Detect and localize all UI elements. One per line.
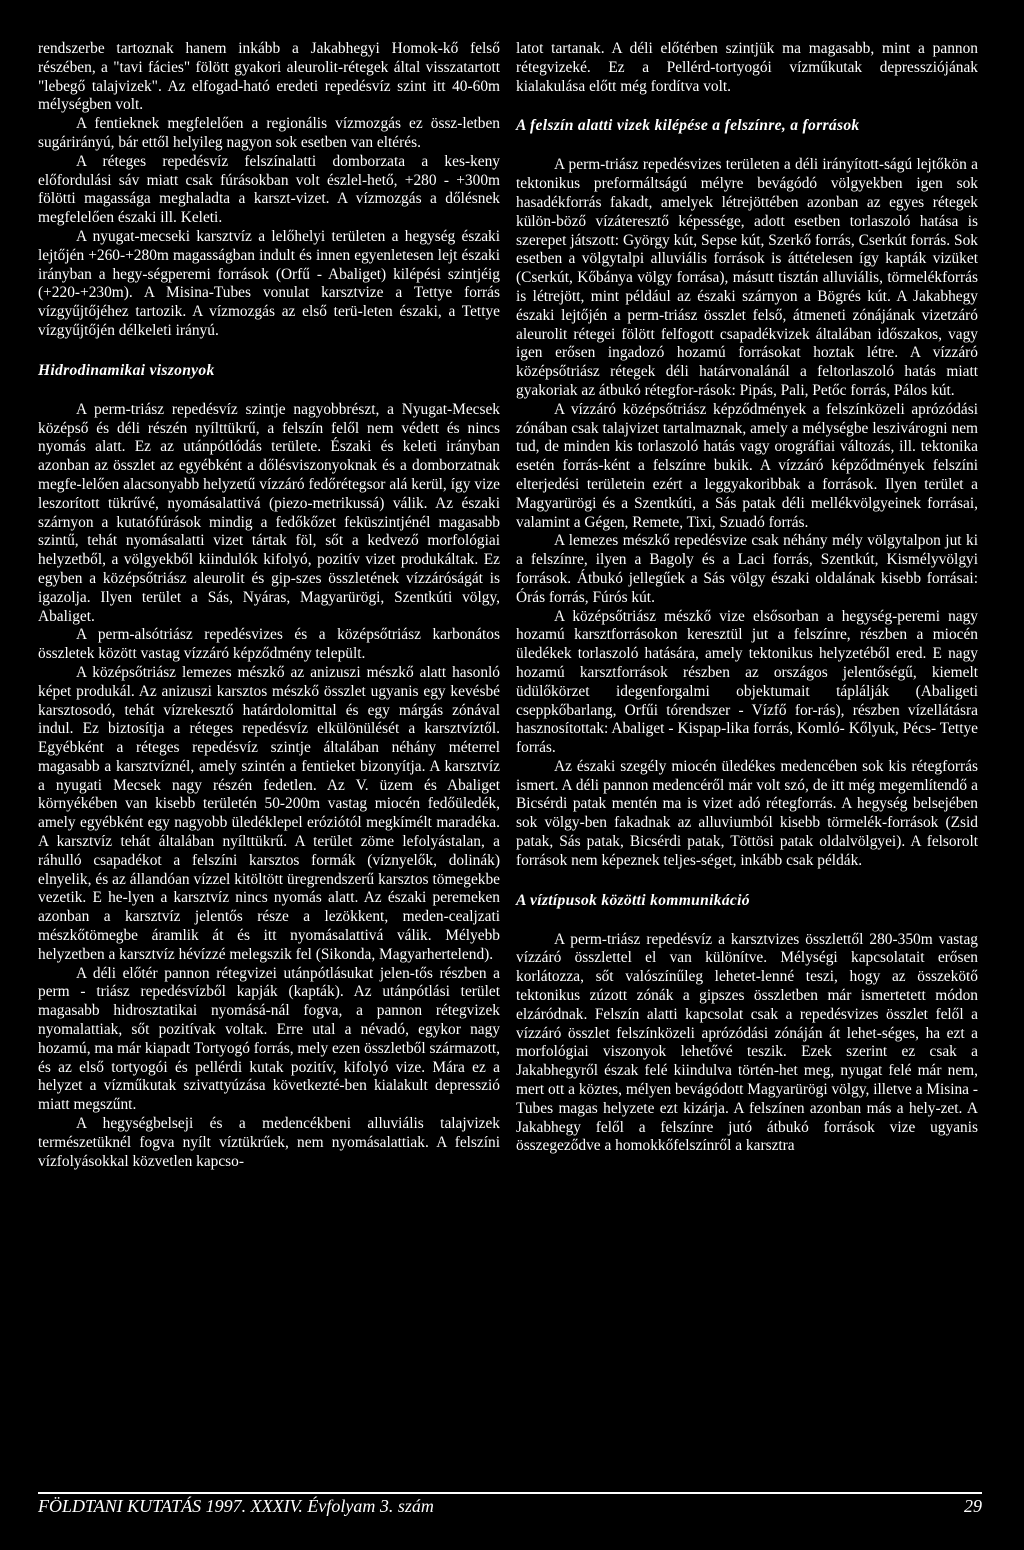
left-column bbox=[38, 40, 500, 1171]
paragraph: latot tartanak. A déli előtérben szintjük ma magasabb, mint a pannon rétegvizeké. Ez a Pellérd-tortyogói vízműkutak depressziójának kialakulása előtt még fordítva volt. bbox=[516, 40, 978, 95]
page-number: 29 bbox=[964, 1496, 982, 1516]
paragraph: A perm-triász repedésvíz a karsztvizes összlettől 280-350m vastag vízzáró összlettel el van különítve. Mélységi kapcsolatait erősen korlátozza, sőt valószínűleg lehetet-lenné teszi, hogy az összekötő tektonikus zúzott zónák a gipszes összletben már ismertetett módon elzáródnak. Felszín alatti kapcsolat csak a repedésvizes összlet felől a vízzáró összlet felszínközeli aprózódási zónáján át lehet-séges, ha ezt a morfológiai viszonyok lehetővé teszik. Ezek szerint ez csak a Jakabhegyről észak felé kiindulva történ-het meg, nyugat felé már nem, mert ott a köztes, mélyen bevágódott Magyarürögi völgy, illetve a Misina - Tubes magas helyzete ezt kizárja. A felszínen azonban más a hely-zet. A Jakabhegy felől a felszínre jutó átbukó források vize ugyanis összegeződve a homokkőfelszínről a karsztra bbox=[516, 930, 978, 1155]
paragraph: A perm-triász repedésvizes területen a déli irányított-ságú lejtőkön a tektonikus preformáltságú mélyre bevágódó völgyekben igen sok hasadékforrás fakadt, amelyek létrejöttében azonban az egyes rétegek külön-böző vízáteresztő képessége, adott esetben torlaszoló hatása is szerepet játszott: György kút, Sepse kút, Szerkő forrás, Cserkút forrás. Sok esetben a völgytalpi alluviális források is áttételesen így kapták vizüket (Cserkút, Kőbánya völgy forrása), másutt tisztán alluviális, törmelékforrás is létrejött, mint például az északi szárnyon a Bögrés kút. A Jakabhegy északi lejtőjén a perm-triász összlet felső, átmeneti zónájának vizetzáró aleurolit rétegei fölött felfogott csapadékvizek általában időszakos, vagy igen erősen ingadozó hozamú forrásokat hoztak létre. A vízzáró középsőtriász rétegek déli határvonalánál a feltorlaszoló hatás miatt gyakoriak az átbukó rétegfor-rások: Pipás, Pali, Petőc forrás, Pálos kút. bbox=[516, 156, 978, 399]
footer-rule bbox=[38, 1492, 982, 1494]
paragraph: A középsőtriász mészkő vize elsősorban a hegység-peremi nagy hozamú karsztforrásokon keresztül jut a felszínre, részben a miocén üledékek torlaszoló hatására, amely tektonikus helyzetéből ered. E nagy hozamú karsztforrások részben az országos jelentőségű, kiemelt üdülőkörzet idegenforgalmi objektumait táplálják (Abaligeti cseppkőbarlang, Orfűi tórendszer - Vízfő for-rás), részben vízellátásra hasznosítottak: Abaliget - Kispap-lika forrás, Komló- Kőlyuk, Pécs- Tettye forrás. bbox=[516, 607, 978, 757]
paragraph: A hegységbelseji és a medencékbeni alluviális talajvizek természetüknél fogva nyílt víztükrűek, nem nyomásalattiak. A felszíni vízfolyásokkal közvetlen kapcso- bbox=[38, 1115, 500, 1170]
paragraph: A réteges repedésvíz felszínalatti domborzata a kes-keny előfordulási sáv miatt csak fúrásokban volt észlel-hető, +280 - +300m fölötti magassága meghaladta a karszt-vizet. A vízmozgás a dőlésnek megfelelően északi ill. Keleti. bbox=[38, 152, 500, 227]
paragraph: A lemezes mészkő repedésvize csak néhány mély völgytalpon jut ki a felszínre, ilyen a Bagoly és a Laci forrás, Szentkút, Kismélyvölgyi források. Átbukó jellegűek a Sás völgy északi oldalának kisebb forrásai: Órás forrás, Fúrós kút. bbox=[516, 532, 978, 606]
paragraph: A fentieknek megfelelően a regionális vízmozgás ez össz-letben sugárirányú, bár ettől helyileg nagyon sok esetben van eltérés. bbox=[38, 115, 500, 151]
section-heading-hidrodinamikai: Hidrodinamikai viszonyok bbox=[38, 361, 215, 379]
journal-title: FÖLDTANI KUTATÁS 1997. XXXIV. Évfolyam 3. szám bbox=[38, 1496, 434, 1516]
paragraph: rendszerbe tartoznak hanem inkább a Jakabhegyi Homok-kő felső részében, a "tavi fácies" fölött gyakori aleurolit-rétegek által visszatartott "lebegő talajvizek". Az elfogad-ható eredeti repedésvíz szint itt 40-60m mélységben volt. bbox=[38, 40, 500, 114]
paragraph: A perm-alsótriász repedésvizes és a középsőtriász karbonátos összletek között vastag vízzáró képződmény települt. bbox=[38, 626, 500, 663]
paragraph: A perm-triász repedésvíz szintje nagyobbrészt, a Nyugat-Mecsek középső és déli részén nyílttükrű, a felszín felől nem védett és nincs nyomás alatt. Ez az utánpótlódás területe. Északi és keleti irányban azonban az összlet az egyébként a dőlésviszonyoknak és a domborzatnak megfe-lelően alacsonyabb helyzetű vízzáró fedőrétegsor alá kerül, így vize leszorított tükrűvé, nyomásalattivá (piezo-metrikussá) válik. Az északi szárnyon a kutatófúrások mindig a fedőkőzet feküszintjénél magasabb szintű, tehát nyomásalatti vizet tártak föl, sőt a kedvező morfológiai helyzetből, a völgyekből kiindulók kifolyó, pozitív vizet produkáltak. Ez egyben a középsőtriász aleurolit és gip-szes összletének vízzáróságát is igazolja. Ilyen terület a Sás, Nyáras, Magyarürögi, Szentkúti völgy, Abaliget. bbox=[38, 400, 500, 625]
section-heading-kommunikacio: A víztípusok közötti kommunikáció bbox=[516, 891, 750, 909]
right-column bbox=[516, 40, 978, 1156]
paragraph: A nyugat-mecseki karsztvíz a lelőhelyi területen a hegység északi lejtőjén +260-+280m magasságban indult és innen egyenletesen lejt északi irányban a hegy-ségperemi források (Orfű - Abaliget) kilépési szintjéig (+220-+230m). A Misina-Tubes vonulat karsztvize a Tettye forrás vízgyűjtőjéhez tartozik. A vízmozgás az első terü-leten északi, a Tettye vízgyűjtőjén délkeleti irányú. bbox=[38, 227, 500, 339]
paragraph: A déli előtér pannon rétegvizei utánpótlásukat jelen-tős részben a perm - triász repedésvízből kapják (kapták). Az utánpótlási terület magasabb hidrosztatikai nyomásá-nál fogva, a pannon rétegvizek nyomalattiak, sőt pozitívak voltak. Erre utal a névadó, egykor nagy hozamú, ma már kiapadt Tortyogó forrás, mely ezen összletből származott, és az első tortyogói és pellérdi kutak pozitív, kifolyó vize. Mára ez a helyzet a vízműkutak szivattyúzása következté-ben kialakult depresszió miatt megszűnt. bbox=[38, 964, 500, 1114]
paragraph: A középsőtriász lemezes mészkő az anizuszi mészkő alatt hasonló képet produkál. Az anizuszi karsztos mészkő összlet ugyanis egy kevésbé karsztosodó, tehát vízrekesztő határdolomittal és egy márgás zónával indul. Ez biztosítja a réteges repedésvíz elkülönülését a karsztvíztől. Egyébként a réteges repedésvíz szintje általában néhány méterrel magasabb a karsztvíznél, amely szintén a fentieket bizonyítja. A karsztvíz a nyugati Mecsek nagy részén fedetlen. Az V. üzem és Abaliget környékében van kisebb területén 50-200m vastag miocén fedőüledék, amely egyébként egy nagyobb üledéklepel eróziótól megkímélt maradéka. A karsztvíz tehát általában nyílttükrű. A terület zöme lefolyástalan, a ráhulló csapadékot a felszíni karsztos formák (víznyelők, dolinák) elnyelik, és az állandóan vízzel kitöltött üregrendszerű karsztos tömegekbe vezetik. E he-lyen a karsztvíz nincs nyomás alatt. Az északi peremeken azonban a karsztvíz jelentős része a lezökkent, meden-cealjzati mészkőtömegbe áramlik át és itt nyomásalattivá válik. Mélyebb helyzetben a karsztvíz hévízzé melegszik fel (Sikonda, Magyarhertelend). bbox=[38, 663, 500, 963]
section-heading-forrasok: A felszín alatti vizek kilépése a felszínre, a források bbox=[516, 117, 860, 135]
paragraph: Az északi szegély miocén üledékes medencében sok kis rétegforrás ismert. A déli pannon medencéről már volt szó, de itt még megemlítendő a Bicsérdi patak mentén ma is vizet adó rétegforrás. A hegység belsejében sok völgy-ben fakadnak az alluviumból kisebb törmelék-források (Zsid patak, Sás patak, Bicsérdi patak, Töttösi patak oldalvölgyei). A felsorolt források nem képeznek teljes-séget, inkább csak példák. bbox=[516, 757, 978, 869]
paragraph: A vízzáró középsőtriász képződmények a felszínközeli aprózódási zónában csak talajvizet tartalmaznak, amely a mélységbe leszivárogni nem tud, de minden kis torlaszoló hatás vagy orográfiai változás, ill. tektonika esetén forrás-ként a felszínre bukik. A vízzáró képződmények felszíni elterjedési területein ezért a leggyakoribbak a források. Ilyen terület a Magyarürögi és a Szentkúti, a Sás patak déli mellékvölgyeinek forrásai, valamint a Gégen, Remete, Tixi, Szuadó forrás. bbox=[516, 400, 978, 531]
